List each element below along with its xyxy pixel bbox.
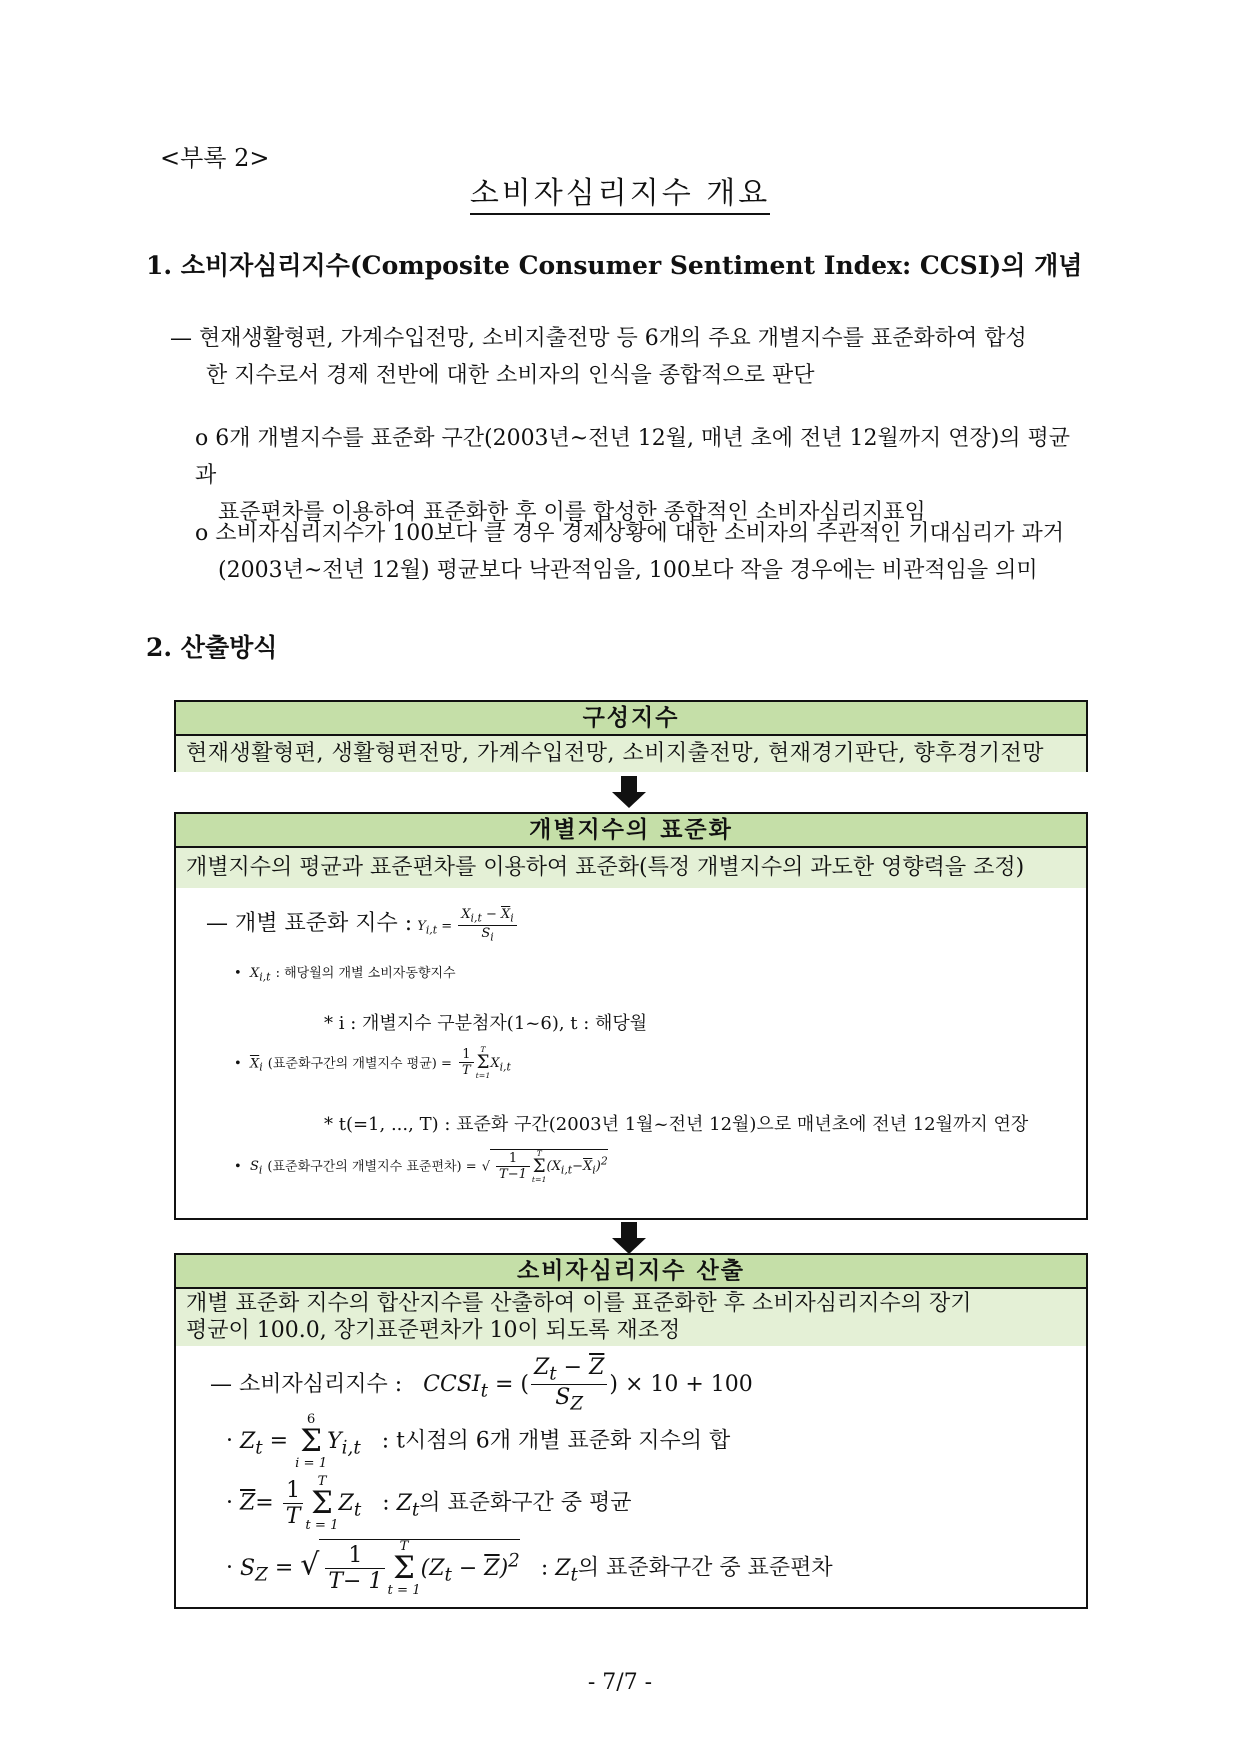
section1-heading: 1. 소비자심리지수(Composite Consumer Sentiment Index: CCSI)의 개념 [146, 251, 1083, 280]
zbar-definition: · $\overline{Z}=$ $\frac{1}{T}$ T Σ t = 1 $Z_t$ : $Z_t$의 표준화구간 중 평균 [226, 1474, 632, 1533]
section2-heading: 2. 산출방식 [146, 633, 278, 662]
sz-symbol: $S_Z$ [240, 1555, 268, 1585]
box3-band [176, 1289, 1086, 1346]
sd-description: (표준화구간의 개별지수 표준편차) = [267, 1159, 477, 1175]
component-index-box [174, 700, 1088, 772]
sz-definition: · $S_Z$ = √ $\frac{1}{T- 1}$ T Σ t = 1 $(Z_t - \overline{Z})^2$ : $Z_t$의 표준화구간 중 표준편차 [226, 1539, 833, 1598]
sd-definition [234, 1149, 608, 1184]
bullet-dot: • [234, 1159, 250, 1175]
s-symbol: $S_i$ [249, 1159, 263, 1177]
formula-y: $Y_{i,t}$ = [417, 919, 457, 937]
box1-content: 현재생활형편, 생활형편전망, 가계수입전망, 소비지출전망, 현재경기판단, 향후경기전망 [176, 736, 1086, 772]
formula-fraction: $\frac{X_{i,t} - \overline{X}_i}{S_i}$ [458, 907, 516, 943]
one-over-T-minus-1: $\frac{1}{T-1}$ [496, 1151, 530, 1182]
i-note: * i : 개별지수 구분첨자(1~6), t : 해당월 [324, 1013, 648, 1034]
sum-symbol: T Σ t=1 [531, 1149, 547, 1184]
ccsi-fraction: $\frac{Z_t - \overline{Z}}{S_Z}$ [531, 1355, 607, 1415]
sqrt-body [319, 1539, 519, 1597]
sum-symbol: 6 Σ i = 1 [295, 1412, 328, 1471]
sum-symbol: T Σ t = 1 [305, 1474, 339, 1533]
box2-header: 개별지수의 표준화 [176, 814, 1086, 848]
dash-line1: — 현재생활형편, 가계수입전망, 소비지출전망 등 6개의 주요 개별지수를 표준화하여 합성 [170, 326, 1027, 351]
one-over-T-minus-1: $\frac{1}{T- 1}$ [325, 1543, 385, 1594]
appendix-label: <부록 2> [160, 144, 270, 172]
bullet2-line2: (2003년~전년 12월) 평균보다 낙관적임을, 100보다 작을 경우에는 비관적임을 의미 [218, 558, 1038, 583]
bullet1-line2: 표준편차를 이용하여 표준화한 후 이를 합성한 종합적인 소비자심리지표임 [218, 500, 926, 525]
t-note: * t(=1, ..., T) : 표준화 구간(2003년 1월~전년 12월)으로 매년초에 전년 12월까지 연장 [324, 1114, 1029, 1135]
sqrt-body [490, 1149, 608, 1184]
bullet-dot: • [234, 966, 250, 981]
zt-ref: $Z_t$ [555, 1555, 578, 1585]
section1-bullet2 [195, 515, 1090, 589]
bullet2-line1: o 소비자심리지수가 100보다 클 경우 경제상황에 대한 소비자의 주관적인 기대심리가 과거 [195, 521, 1064, 546]
y-term: $Y_{i,t}$ [327, 1428, 361, 1458]
z-symbol: $Z_t$ [240, 1428, 263, 1458]
box3-band-line2: 평균이 100.0, 장기표준편차가 10이 되도록 재조정 [186, 1318, 681, 1343]
xbar-sub: i [259, 1061, 263, 1074]
standardization-box [174, 812, 1088, 1220]
squared-term: $(X_{i,t}-\overline{X}_i)^2$ [546, 1155, 608, 1177]
box2-band: 개별지수의 평균과 표준편차를 이용하여 표준화(특정 개별지수의 과도한 영향력을 조정) [176, 848, 1086, 888]
ccsi-formula: — 소비자심리지수 : $CCSI_t$ = ( $\frac{Z_t - \overline{Z}}{S_Z}$ ) × 10 + 100 [210, 1355, 753, 1415]
zt-ref: $Z_t$ [396, 1490, 420, 1520]
x-description: : 해당월의 개별 소비자동향지수 [275, 966, 456, 981]
z-definition: · $Z_t$ = 6 Σ i = 1 $Y_{i,t}$ : t시점의 6개 개별 표준화 지수의 합 [226, 1412, 731, 1471]
ccsi-calculation-box [174, 1253, 1088, 1609]
squared-term: $(Z_t - \overline{Z})^2$ [420, 1550, 520, 1585]
one-over-T: $\frac{1}{T}$ [283, 1478, 304, 1529]
page-number: - 7/7 - [587, 1670, 653, 1695]
zt-term: $Z_t$ [338, 1490, 362, 1520]
bullet1-line1: o 6개 개별지수를 표준화 구간(2003년~전년 12월, 매년 초에 전년 12월까지 연장)의 평균과 [195, 426, 1071, 488]
sum-symbol: T Σ t = 1 [387, 1539, 421, 1598]
page-title [0, 168, 1240, 212]
sqrt-sign: √ [300, 1547, 320, 1583]
xbar-symbol: $\overline{X}$ [249, 1056, 260, 1072]
down-arrow-icon [612, 776, 646, 808]
z-description: : t시점의 6개 개별 표준화 지수의 합 [381, 1428, 731, 1454]
zbar-symbol: $\overline{Z}$ [240, 1490, 256, 1516]
formula-label: — 개별 표준화 지수 : [206, 911, 413, 936]
x-definition [234, 962, 456, 984]
box3-band-line1: 개별 표준화 지수의 합산지수를 산출하여 이를 표준화한 후 소비자심리지수의 장기 [186, 1291, 972, 1316]
box1-header: 구성지수 [176, 702, 1086, 736]
down-arrow-icon [612, 1222, 646, 1254]
page-title-text: 소비자심리지수 개요 [470, 176, 770, 215]
ccsi-symbol: $CCSI_t$ [423, 1371, 488, 1402]
zbar-description: 의 표준화구간 중 평균 [419, 1490, 632, 1516]
x-term: $X_{i,t}$ [490, 1056, 511, 1074]
ccsi-formula-label: — 소비자심리지수 : [210, 1371, 403, 1397]
sqrt-sign: √ [481, 1159, 491, 1175]
individual-index-formula [206, 906, 519, 944]
bullet-dot: • [234, 1056, 250, 1072]
section1-dash-paragraph [170, 320, 1090, 394]
mean-definition [234, 1046, 511, 1080]
dash-line2: 한 지수로서 경제 전반에 대한 소비자의 인식을 종합적으로 판단 [206, 363, 815, 388]
mean-description: (표준화구간의 개별지수 평균) = [267, 1056, 452, 1072]
x-symbol: $X_{i,t}$ [249, 966, 271, 984]
sz-description: 의 표준화구간 중 표준편차 [577, 1555, 833, 1581]
one-over-T: $\frac{1}{T}$ [459, 1047, 474, 1078]
sum-symbol: T Σ t=1 [475, 1045, 491, 1080]
box3-header: 소비자심리지수 산출 [176, 1255, 1086, 1289]
